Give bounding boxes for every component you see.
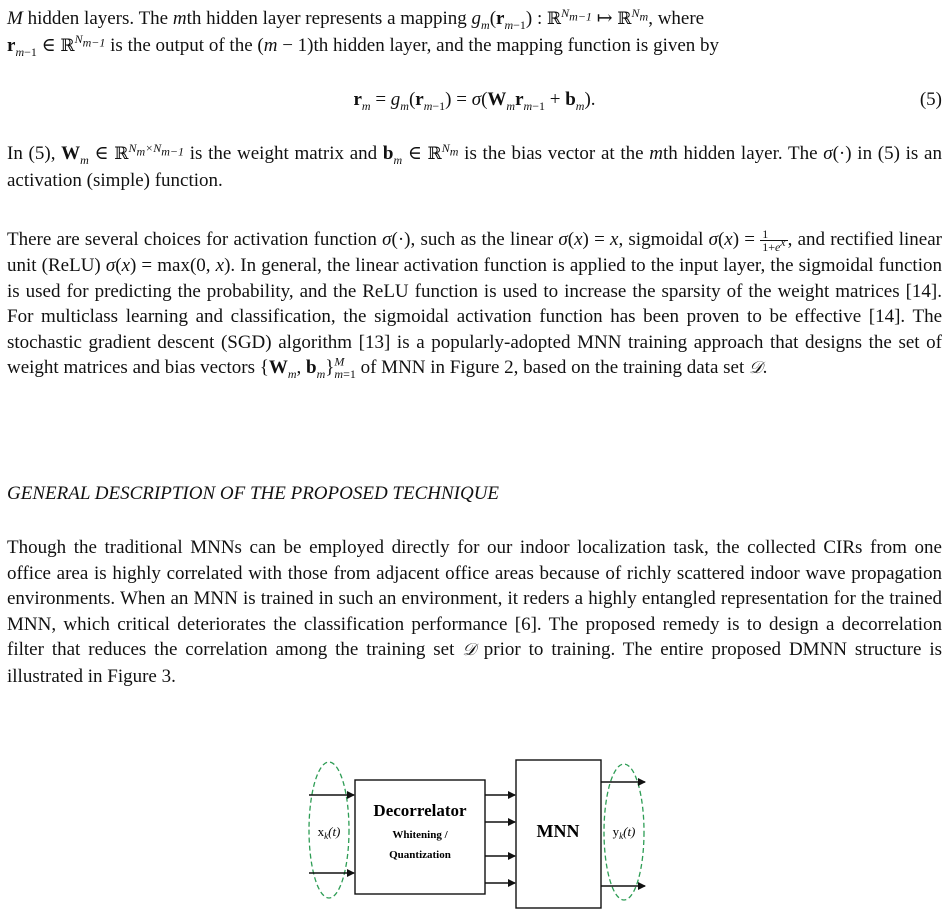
- equation-body: $r_m = g_m(r_{m-1}) = \sigma(W_mr_{m-1} + b_m)$.: [353, 89, 596, 113]
- section-heading: GENERAL DESCRIPTION OF THE PROPOSED TECHNIQUE: [7, 483, 500, 504]
- decorrelator-subtitle-1: Whitening /: [392, 829, 448, 841]
- paragraph-proposed-technique: Though the traditional MNNs can be employed directly for our indoor localization task, the collected CIRs from one office area is highly correlated with those from adjacent office areas because of richly scattered indoor wave propagation environments. When an MNN is trained in such an environment, it reders a highly entangled representation for the trained MNN, which critical deteriorates the classification performance [6]. The proposed remedy is to design a decorrelation filter that reduces the correlation among the training set 𝒟 prior to training. The entire proposed DMNN structure is illustrated in Figure 3.: [7, 537, 942, 687]
- paragraph-activation-functions: There are several choices for activation function σ(·), such as the linear σ(x) = x, sigmoidal σ(x) = $\frac{1}{1+e^x}$ , and rectified linear unit (ReLU) σ(x) = max(0, x). In general, the linear activation function is applied to the input layer, the sigmoidal function is used for predicting the probability, and the ReLU function is used to increase the sparsity of the weight matrices [14]. For multiclass learning and classification, the sigmoidal activation function has been proven to be effective [14]. The stochastic gradient descent (SGD) algorithm [13] is a popularly-adopted MNN training approach that designs the set of weight matrices and bias vectors {$W_m$, $b_m\}^M_{m=1}$ of MNN in Figure 2, based on the training data set 𝒟.: [7, 227, 942, 381]
- input-label: $x_k(t)$: [317, 824, 341, 841]
- decorrelator-subtitle-2: Quantization: [389, 849, 451, 861]
- decorrelator-title: Decorrelator: [373, 801, 467, 820]
- equation-number: (5): [919, 89, 942, 110]
- mnn-label: MNN: [536, 821, 580, 841]
- paragraph-hidden-layers: M hidden layers. The mth hidden layer represents a mapping $g_m(r_{m-1})$ : ℝ$^{N_{m-1}}$ ↦ ℝ$^{N_m}$, where $r_{m-1}$ ∈ ℝ$^{N_{m-1}}$ is the output of the (m − 1)th hidden layer, and the mapping function is given by: [7, 5, 720, 59]
- paragraph-weight-matrix: In (5), $W_m$ ∈ ℝ$^{N_m\times N_{m-1}}$ is the weight matrix and $b_m$ ∈ ℝ$^{N_m}$ is the bias vector at the mth hidden layer. The σ(·) in (5) is an activation (simple) function.: [7, 140, 942, 191]
- output-label: $y_k(t)$: [612, 824, 636, 841]
